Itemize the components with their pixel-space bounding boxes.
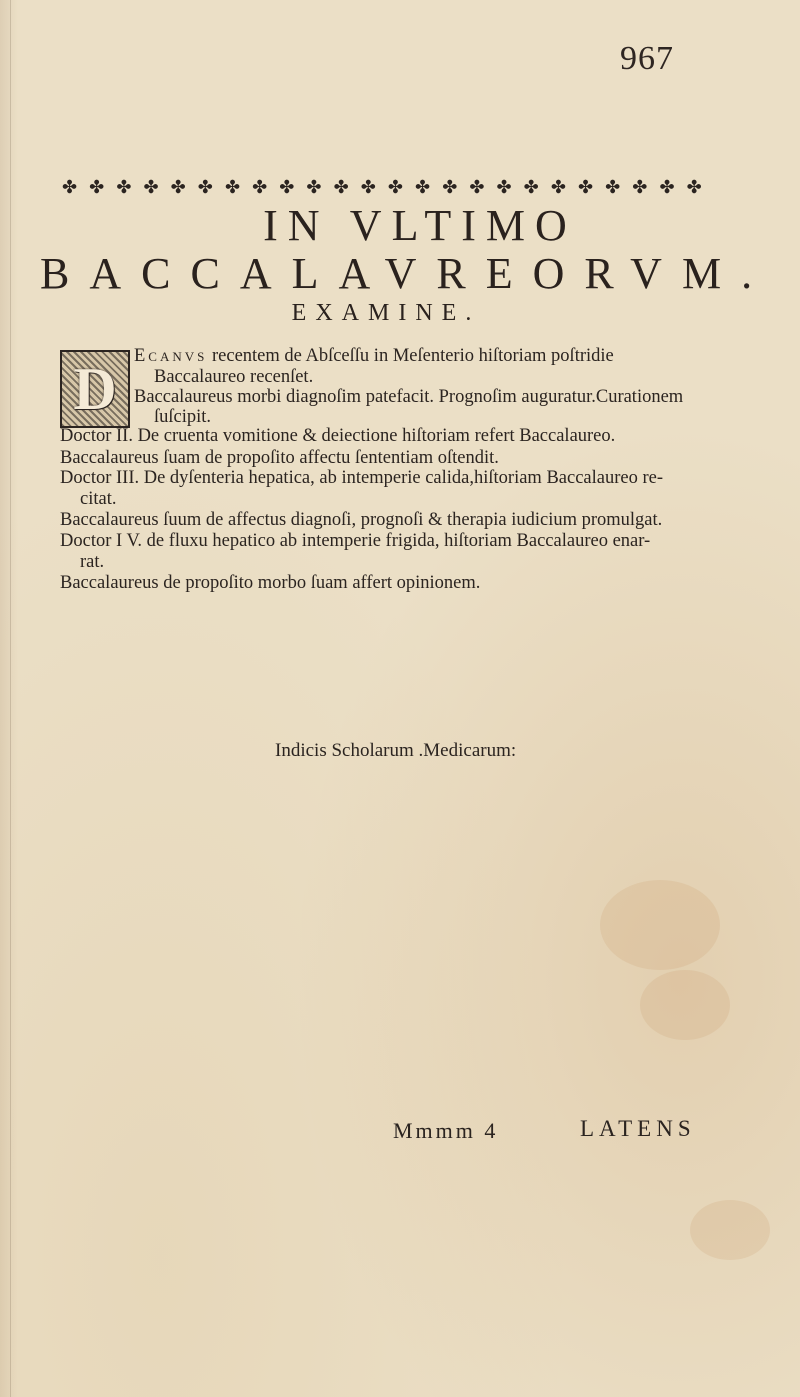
fleuron-ornament-icon: ✤ (306, 178, 322, 198)
fleuron-ornament-icon: ✤ (632, 178, 648, 198)
index-heading: Indicis Scholarum .Medicarum: (275, 740, 517, 761)
paragraph-8: Baccalaureus de propoſito morbo ſuam affert opinionem. (60, 573, 481, 593)
fleuron-ornament-icon: ✤ (523, 178, 539, 198)
paper-stain (690, 1200, 770, 1260)
fleuron-ornament-icon: ✤ (360, 178, 376, 198)
fleuron-ornament-icon: ✤ (197, 178, 213, 198)
fleuron-ornament-icon: ✤ (224, 178, 241, 198)
title-line-3: EXAMINE. (291, 300, 481, 326)
catchword: LATENS (580, 1116, 696, 1141)
drop-cap-letter: D (73, 356, 117, 422)
fleuron-ornament-icon: ✤ (550, 178, 566, 198)
paragraph-2-line-2: ſuſcipit. (154, 407, 212, 427)
signature-mark: Mmmm 4 (393, 1118, 499, 1143)
paragraph-1-line-2: Baccalaureo recenſet. (154, 367, 314, 387)
fleuron-ornament-icon: ✤ (496, 178, 512, 198)
paragraph-7-line-2: rat. (80, 552, 105, 572)
paragraph-1-line-1 (134, 346, 700, 366)
fleuron-ornament-icon: ✤ (659, 178, 675, 198)
paragraph-6: Baccalaureus ſuum de affectus diagnoſi, prognoſi & therapia iudicium promulgat. (60, 510, 663, 530)
fleuron-ornament-icon: ✤ (143, 178, 159, 198)
opening-word: Ecanvs (134, 346, 208, 366)
fleuron-ornament-icon: ✤ (442, 178, 458, 198)
fleuron-ornament-icon: ✤ (686, 178, 702, 198)
fleuron-ornament-icon: ✤ (62, 178, 78, 198)
paragraph-2-line-1: Baccalaureus morbi diagnoſim patefacit. Prognoſim auguratur.Curationem (134, 387, 684, 407)
paper-stain (600, 880, 720, 970)
fleuron-ornament-icon: ✤ (252, 178, 268, 198)
drop-cap-initial (60, 350, 130, 428)
fleuron-ornament-icon: ✤ (387, 178, 403, 198)
paragraph-1-text: recentem de Abſceſſu in Meſenterio hiſtoriam poſtridie (207, 346, 614, 366)
decorative-border (62, 178, 702, 198)
paragraph-4: Baccalaureus ſuam de propoſito affectu ſententiam oſtendit. (60, 448, 499, 468)
paragraph-3: Doctor II. De cruenta vomitione & deiectione hiſtoriam refert Baccalaureo. (60, 426, 616, 446)
fleuron-ornament-icon: ✤ (116, 178, 132, 198)
fleuron-ornament-icon: ✤ (170, 178, 186, 198)
fleuron-ornament-icon: ✤ (605, 178, 621, 198)
paragraph-5-line-2: citat. (80, 489, 117, 509)
fleuron-ornament-icon: ✤ (577, 178, 594, 198)
paper-stain (640, 970, 730, 1040)
title-line-1: IN VLTIMO (263, 201, 577, 250)
fleuron-ornament-icon: ✤ (415, 178, 431, 198)
paragraph-5-line-1: Doctor III. De dyſenteria hepatica, ab intemperie calida,hiſtoriam Baccalaureo re- (60, 468, 664, 488)
paragraph-7-line-1: Doctor I V. de fluxu hepatico ab intemperie frigida, hiſtoriam Baccalaureo enar- (60, 531, 651, 551)
fleuron-ornament-icon: ✤ (469, 178, 485, 198)
title-line-2: BACCALAVREORVM. (40, 249, 773, 298)
fleuron-ornament-icon: ✤ (279, 178, 295, 198)
page-number: 967 (620, 40, 674, 77)
fleuron-ornament-icon: ✤ (89, 178, 105, 198)
fleuron-ornament-icon: ✤ (333, 178, 349, 198)
